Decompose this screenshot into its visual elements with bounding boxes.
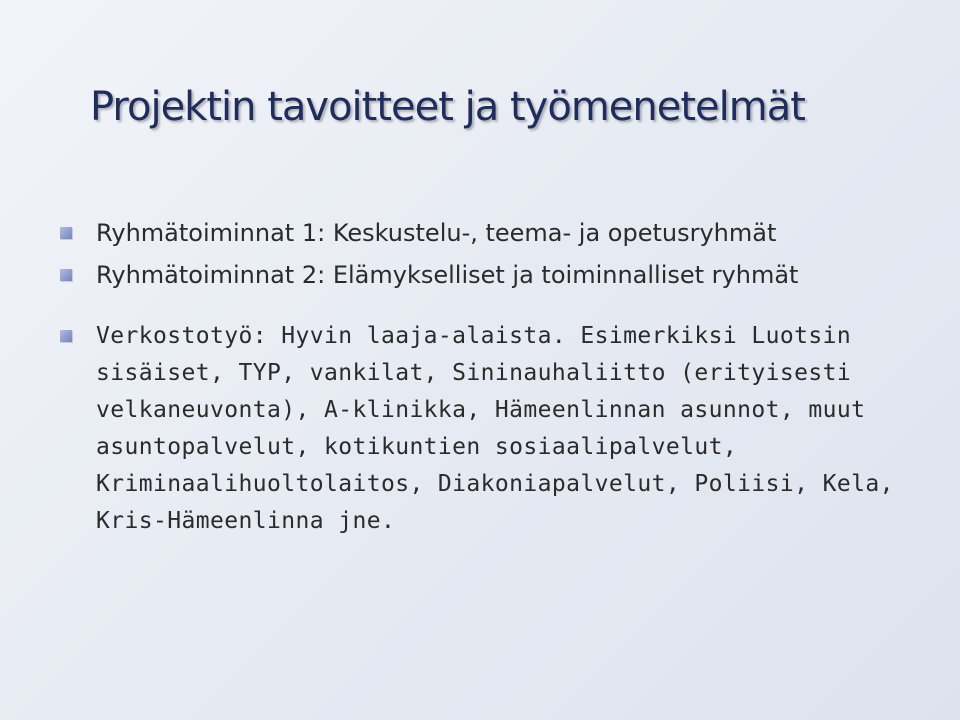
- bullet-item: [60, 254, 900, 296]
- bullet-item: [60, 216, 900, 250]
- bullet-item: [60, 318, 900, 540]
- square-bullet-icon: [60, 269, 72, 281]
- square-bullet-icon: [60, 227, 72, 239]
- bullet-text: Ryhmätoiminnat 1: Keskustelu-, teema- ja opetusryhmät: [96, 219, 777, 247]
- slide-title: Projektin tavoitteet ja työmenetelmät: [90, 84, 805, 130]
- bullet-list: [60, 216, 900, 540]
- bullet-text: Verkostotyö: Hyvin laaja-alaista. Esimerkiksi Luotsin sisäiset, TYP, vankilat, Sininauhaliitto (erityisesti velkaneuvonta), A-klinikka, Hämeenlinnan asunnot, muut asuntopalvelut, kotikuntien sosiaalipalvelut, Kriminaalihuoltolaitos, Diakoniapalvelut, Poliisi, Kela, Kris-Hämeenlinna jne.: [96, 323, 894, 534]
- bullet-text: Ryhmätoiminnat 2: Elämykselliset ja toiminnalliset ryhmät: [96, 261, 799, 289]
- square-bullet-icon: [60, 330, 72, 342]
